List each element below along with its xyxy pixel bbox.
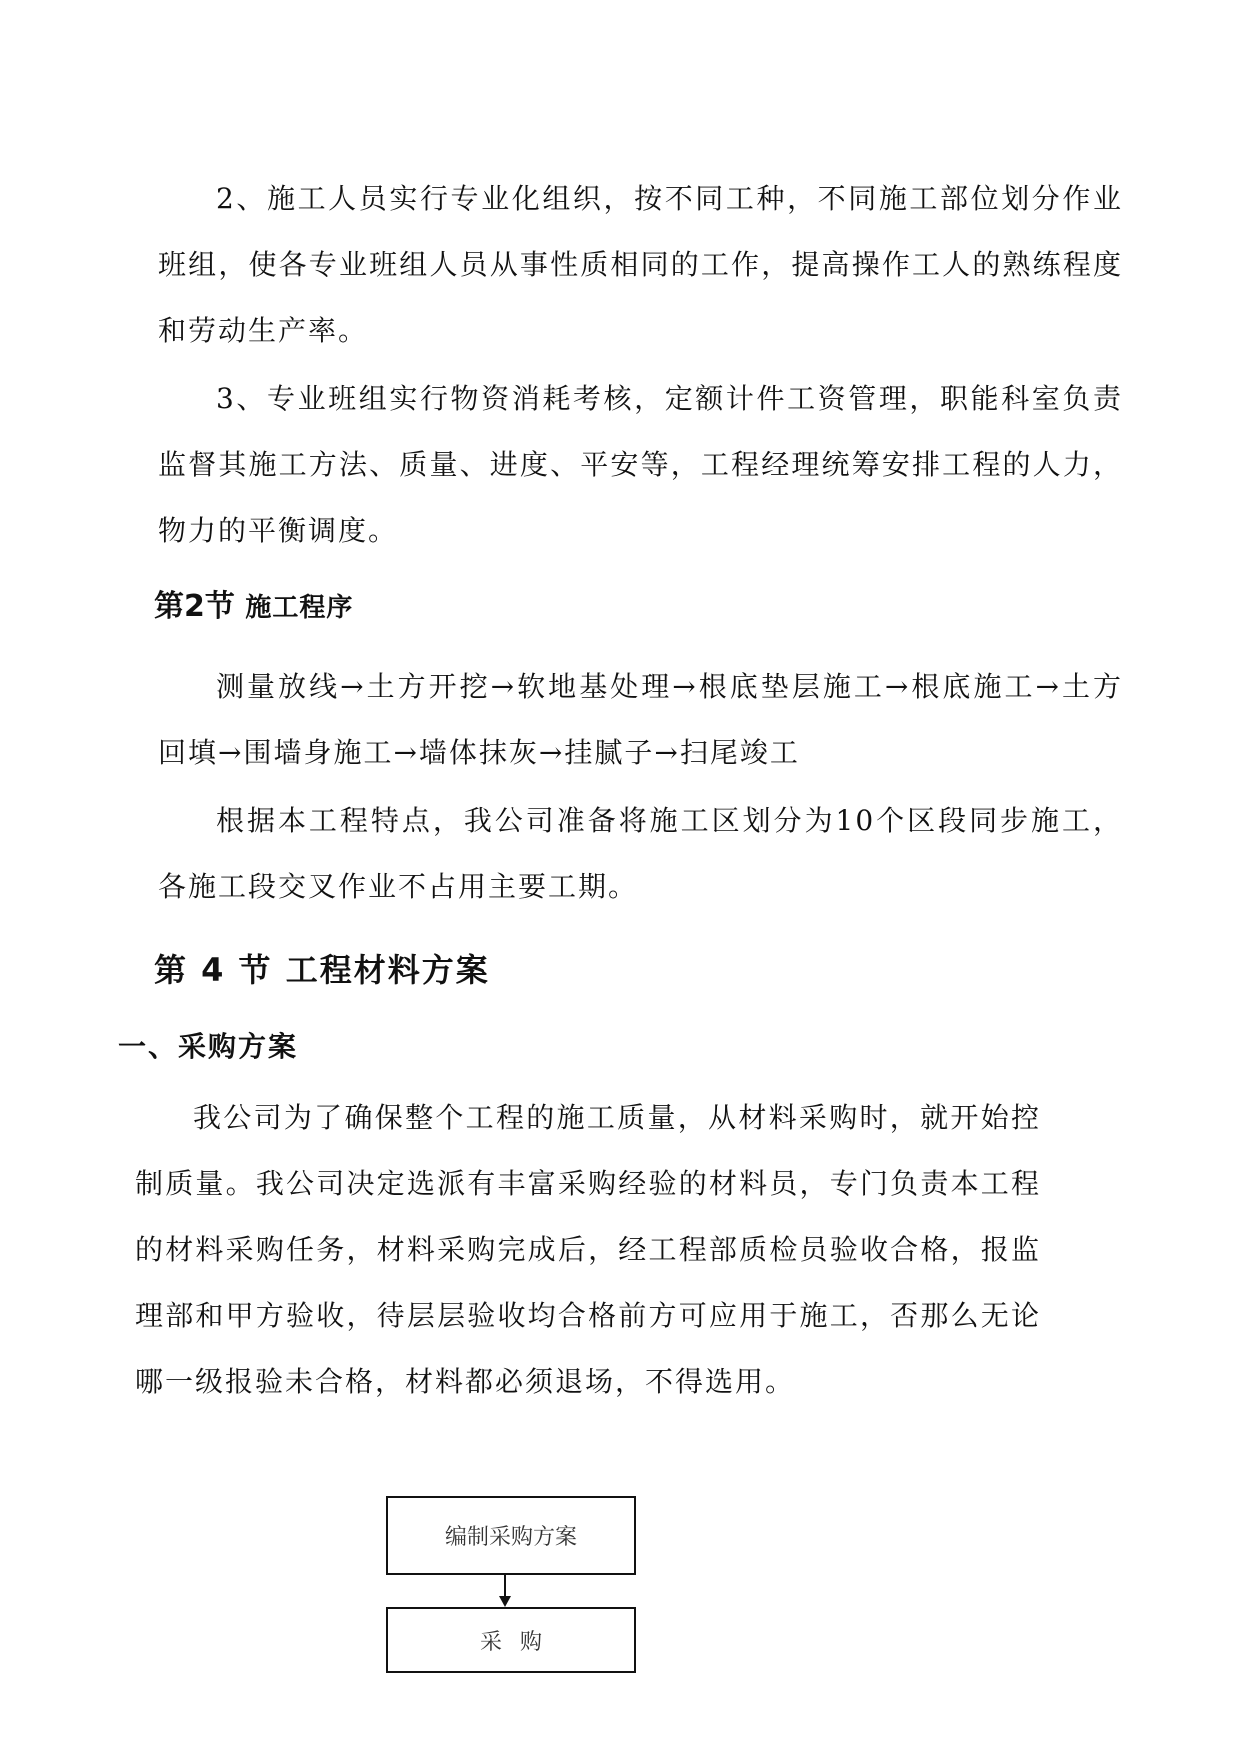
flowchart-box-label: 编制采购方案: [444, 1525, 577, 1550]
section-heading-construction-sequence: [154, 585, 353, 630]
subheading-procurement-plan: 一、采购方案: [118, 1030, 299, 1063]
flowchart-box-procurement: [386, 1607, 636, 1673]
section-heading-material-plan: 第 4 节 工程材料方案: [154, 951, 490, 989]
section-title: 施工程序: [245, 593, 354, 623]
paragraph-procurement-description: 我公司为了确保整个工程的施工质量，从材料采购时，就开始控制质量。我公司决定选派有丰富采购经验的材料员，专门负责本工程的材料采购任务，材料采购完成后，经工程部质检员验收合格，报监理部和甲方验收，待层层验收均合格前方可应用于施工，否那么无论哪一级报验未合格，材料都必须退场，不得选用。: [135, 1101, 1041, 1398]
paragraph-construction-flow: 测量放线→土方开挖→软地基处理→根底垫层施工→根底施工→土方回填→围墙身施工→墙体抹灰→挂腻子→扫尾竣工: [158, 670, 1123, 769]
paragraph-team-management: 3、专业班组实行物资消耗考核，定额计件工资管理，职能科室负责监督其施工方法、质量、进度、平安等，工程经理统筹安排工程的人力，物力的平衡调度。: [158, 382, 1123, 547]
paragraph-labor-organization: 2、施工人员实行专业化组织，按不同工种，不同施工部位划分作业班组，使各专业班组人员从事性质相同的工作，提高操作工人的熟练程度和劳动生产率。: [158, 182, 1123, 347]
flowchart-box-prepare-plan: [386, 1496, 636, 1575]
section-number: 第2节: [154, 589, 235, 624]
flowchart-box-label: 采购: [479, 1629, 560, 1655]
paragraph-section-division: 根据本工程特点，我公司准备将施工区划分为10个区段同步施工，各施工段交叉作业不占用主要工期。: [158, 804, 1123, 903]
